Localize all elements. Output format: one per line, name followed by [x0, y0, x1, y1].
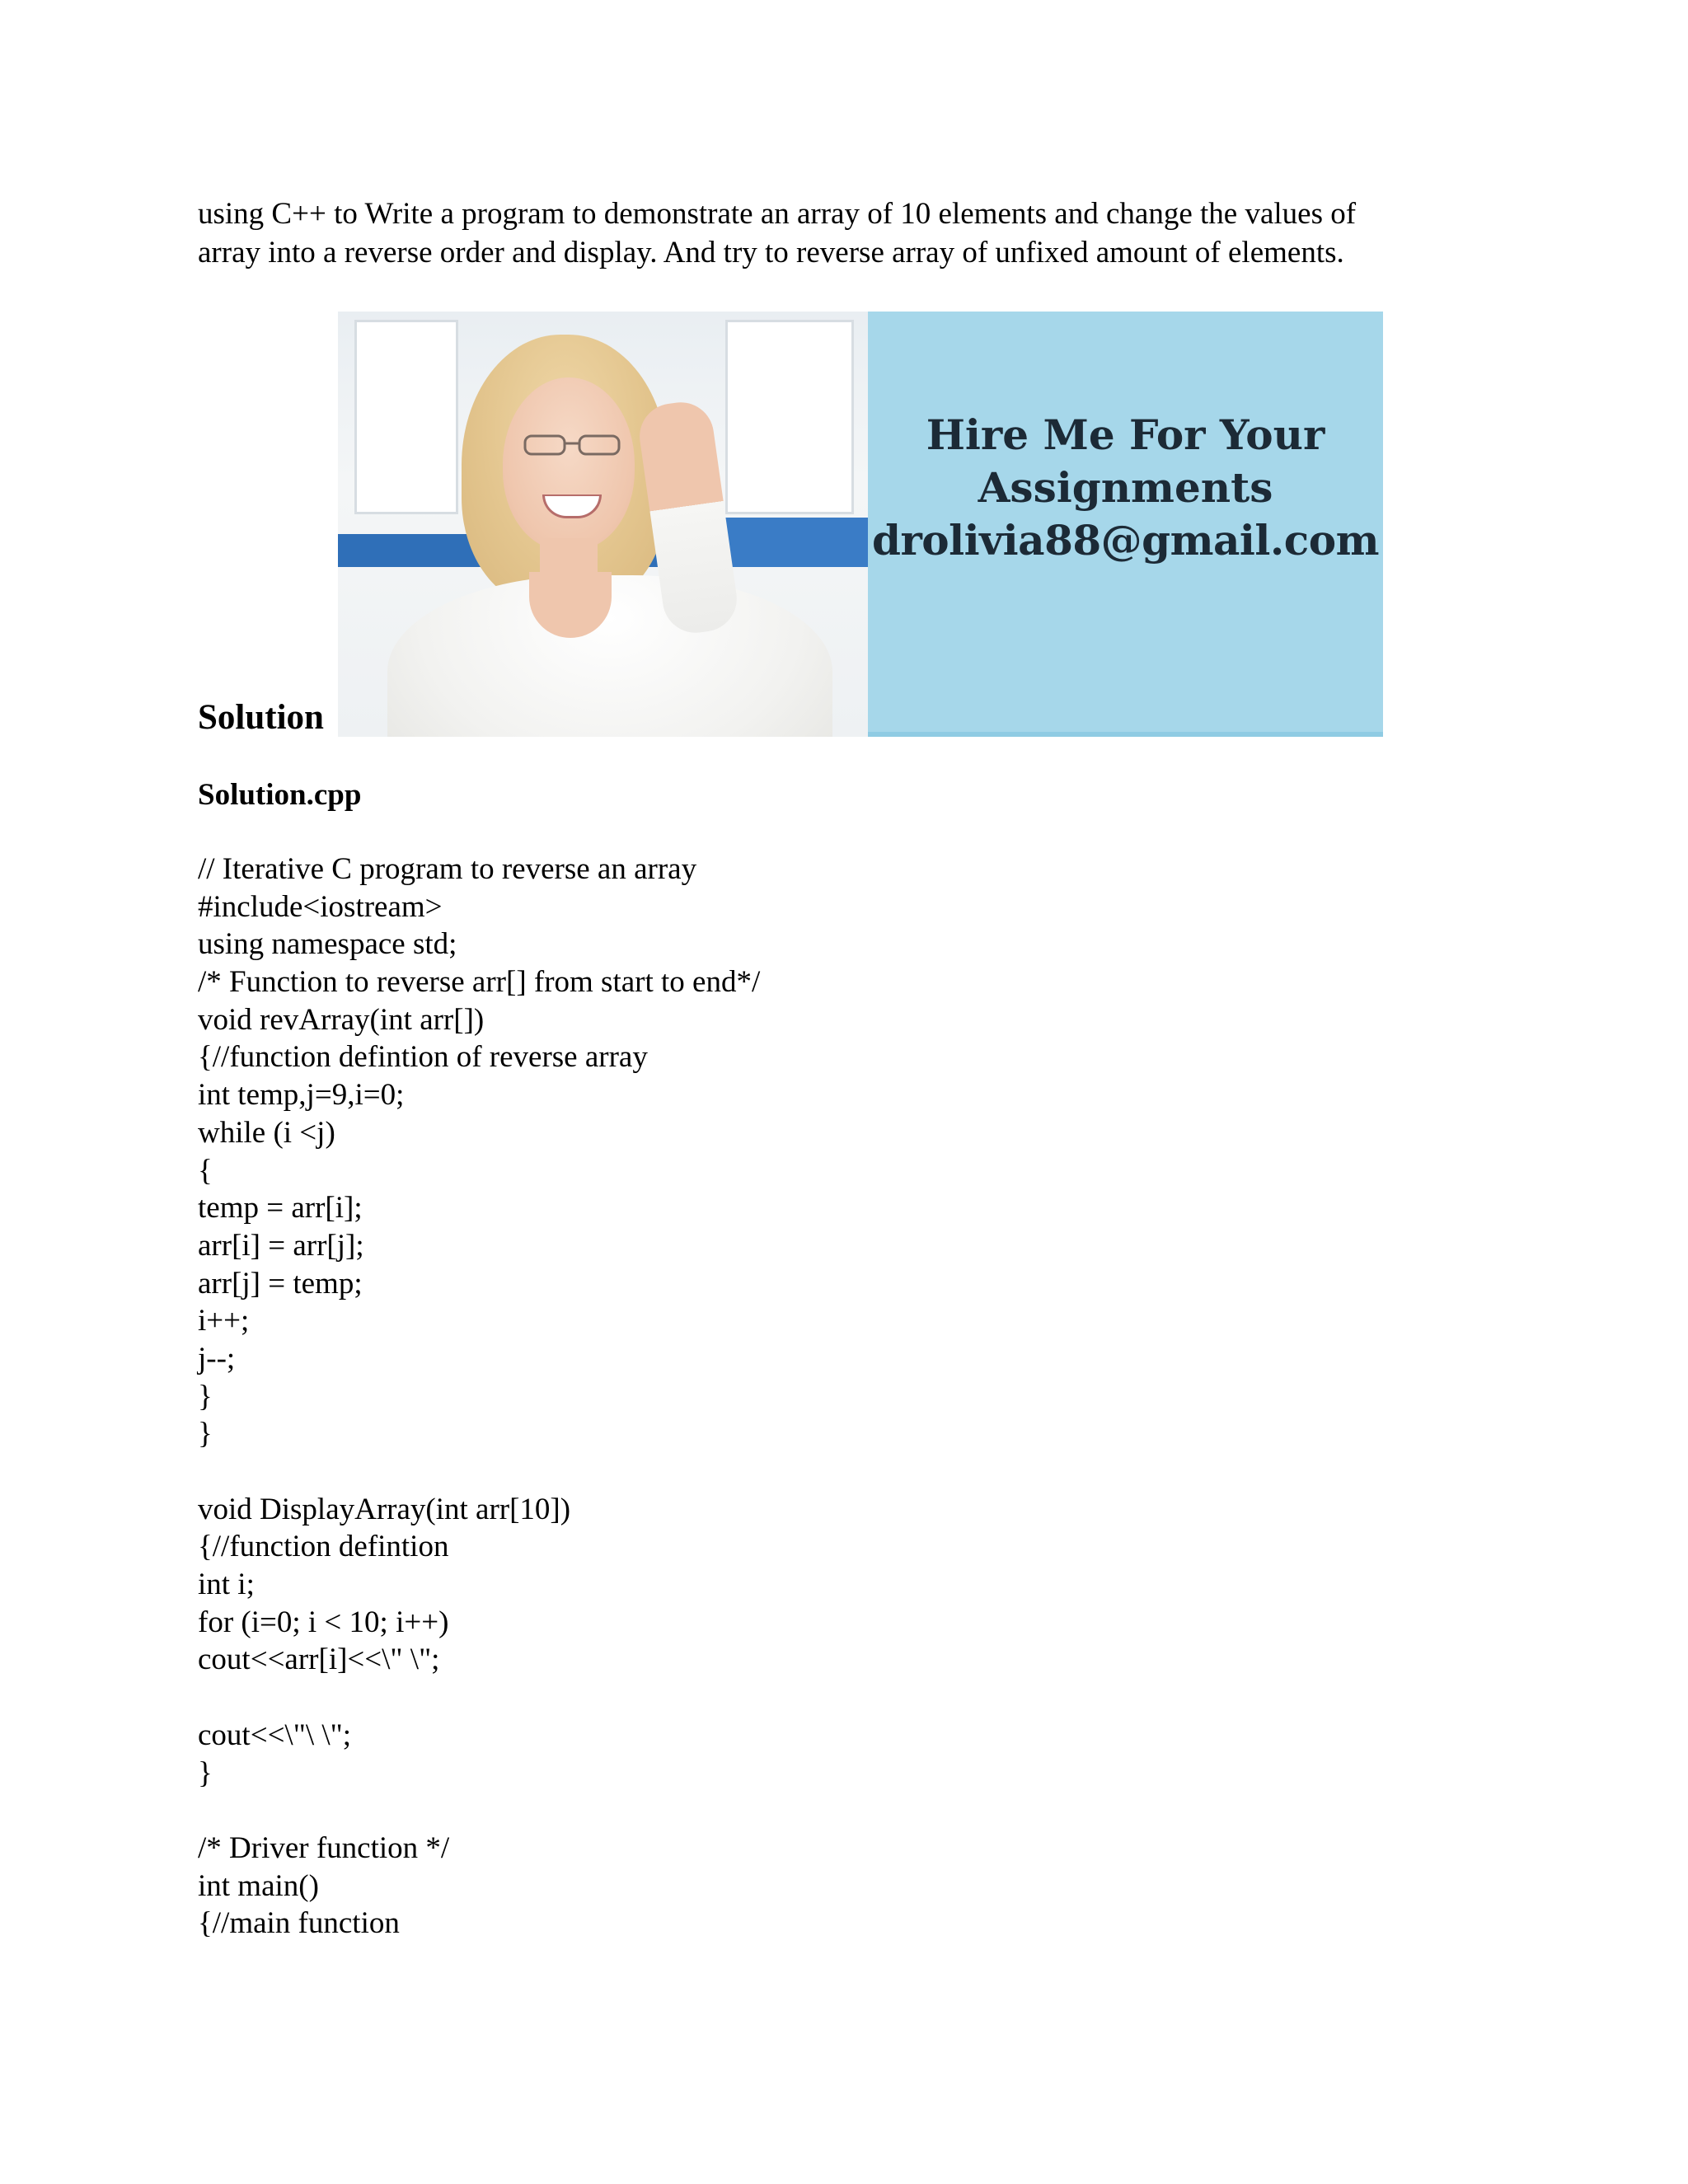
code-line: }	[198, 1417, 213, 1451]
face-shape	[503, 377, 635, 551]
code-line: cout<<\"\ \";	[198, 1718, 352, 1752]
banner-line-2: Assignments	[978, 463, 1273, 512]
code-line: temp = arr[i];	[198, 1191, 363, 1226]
code-line: // Iterative C program to reverse an array	[198, 852, 697, 886]
code-line: /* Driver function */	[198, 1830, 450, 1865]
code-line: cout<<arr[i]<<\" \";	[198, 1643, 440, 1677]
code-line: {//function defintion of reverse array	[198, 1040, 648, 1075]
code-line: void DisplayArray(int arr[10])	[198, 1492, 571, 1526]
code-line: int main()	[198, 1868, 319, 1903]
window-pane	[725, 320, 854, 514]
code-line: int i;	[198, 1568, 255, 1602]
banner-text-panel	[868, 312, 1383, 737]
code-line: /* Function to reverse arr[] from start to end*/	[198, 965, 761, 1000]
file-name-heading: Solution.cpp	[198, 778, 362, 812]
advertisement-banner	[338, 312, 1383, 737]
banner-line-1: Hire Me For Your	[926, 410, 1325, 459]
code-line: while (i <j)	[198, 1115, 335, 1150]
code-line: {	[198, 1153, 213, 1188]
code-line	[198, 1453, 760, 1491]
question-line-2: array into a reverse order and display. And try to reverse array of unfixed amount of elements.	[198, 236, 1344, 269]
question-text	[198, 194, 1484, 272]
code-line: void revArray(int arr[])	[198, 1002, 485, 1037]
desk-shape	[725, 518, 868, 567]
woman-photo	[338, 312, 868, 737]
code-line: j--;	[198, 1341, 236, 1376]
code-line: #include<iostream>	[198, 889, 443, 924]
code-line: for (i=0; i < 10; i++)	[198, 1605, 449, 1639]
solution-heading: Solution	[198, 698, 324, 737]
code-line: {//main function	[198, 1906, 400, 1941]
code-line: i++;	[198, 1304, 250, 1338]
code-block	[198, 851, 760, 1943]
window-pane	[354, 320, 458, 514]
code-line: arr[i] = arr[j];	[198, 1228, 364, 1263]
code-line	[198, 1679, 760, 1717]
glasses-icon	[523, 434, 622, 457]
question-line-1: using C++ to Write a program to demonstrate an array of 10 elements and change the values of	[198, 197, 1357, 231]
code-line: int temp,j=9,i=0;	[198, 1078, 405, 1113]
code-line	[198, 1792, 760, 1830]
code-line: {//function defintion	[198, 1530, 449, 1564]
code-line: }	[198, 1755, 213, 1790]
code-line: arr[j] = temp;	[198, 1266, 363, 1301]
code-line: }	[198, 1379, 213, 1413]
banner-email: drolivia88@gmail.com	[871, 516, 1380, 565]
code-line: using namespace std;	[198, 927, 457, 962]
